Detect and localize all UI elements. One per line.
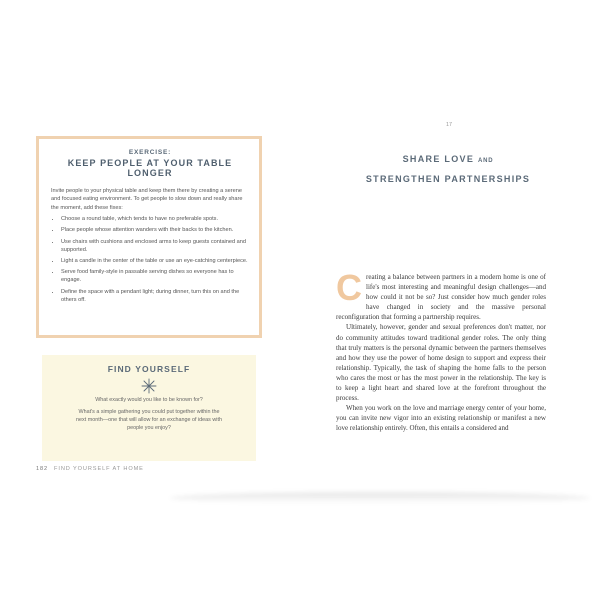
find-yourself-box	[42, 355, 256, 461]
exercise-item: • Place people whose attention wanders with their backs to the kitchen.	[61, 226, 249, 234]
paragraph	[336, 267, 546, 322]
right-page-number: 17	[446, 122, 452, 128]
exercise-item: • Light a candle in the center of the table or use an eye-catching centerpiece.	[61, 257, 249, 265]
chapter-title-line1: SHARE LOVE	[402, 154, 475, 164]
find-yourself-title: FIND YOURSELF	[107, 364, 191, 374]
exercise-item: • Define the space with a pendant light; during dinner, turn this on and the others off.	[61, 288, 249, 304]
star-burst-icon	[141, 378, 157, 394]
exercise-box	[36, 136, 262, 338]
exercise-label: EXERCISE:	[128, 149, 172, 156]
drop-cap: C	[336, 267, 362, 308]
exercise-item: • Serve food family-style in passable serving dishes so everyone has to engage.	[61, 268, 249, 284]
chapter-title-and: AND	[477, 158, 494, 164]
left-page-number: 182	[36, 466, 49, 472]
running-footer: FIND YOURSELF AT HOME	[54, 466, 144, 472]
paragraph-1-text: reating a balance between partners in a modern home is one of life's most interesting and meaningful design challenges—and how could it not be so? Just consider how much gender roles have changed in society and the massive personal reconfiguration that forming a partnership requires.	[336, 273, 546, 322]
paragraph-2: Ultimately, however, gender and sexual preferences don't matter, nor do community attitudes toward traditional gender roles. The only thing that truly matters is the personal dynamic between the partners themselves and how they use the power of home design to support and express their relationship. Typically, the task of shaping the home falls to the person who cares the most or has the most power in the relationship. The key is to keep a light heart and shared love at the forefront throughout the process.	[336, 323, 546, 403]
find-yourself-question-2: What's a simple gathering you could put together within the next month—one that will allow for an exchange of ideas with people you enjoy?	[76, 409, 222, 431]
exercise-item: • Choose a round table, which tends to have no preferable spots.	[61, 215, 249, 223]
paragraph-3: When you work on the love and marriage energy center of your home, you can invite new vigor into an existing relationship or manifest a new love relationship entirely. Often, this entails a considered and	[336, 404, 546, 433]
body-text	[336, 267, 546, 434]
find-yourself-question-1: What exactly would you like to be known for?	[95, 397, 203, 403]
chapter-title	[358, 150, 538, 188]
left-page-footer	[36, 466, 144, 472]
exercise-title: KEEP PEOPLE AT YOUR TABLE LONGER	[67, 158, 233, 178]
exercise-item: • Use chairs with cushions and enclosed arms to keep guests contained and supported.	[61, 238, 249, 254]
exercise-intro: Invite people to your physical table and keep them there by creating a serene and focused eating environment. To get people to slow down and really share the moment, add these fixes:	[51, 188, 243, 211]
chapter-title-line2: STRENGTHEN PARTNERSHIPS	[365, 174, 531, 184]
page-shadow	[170, 492, 590, 504]
exercise-list	[51, 215, 249, 304]
